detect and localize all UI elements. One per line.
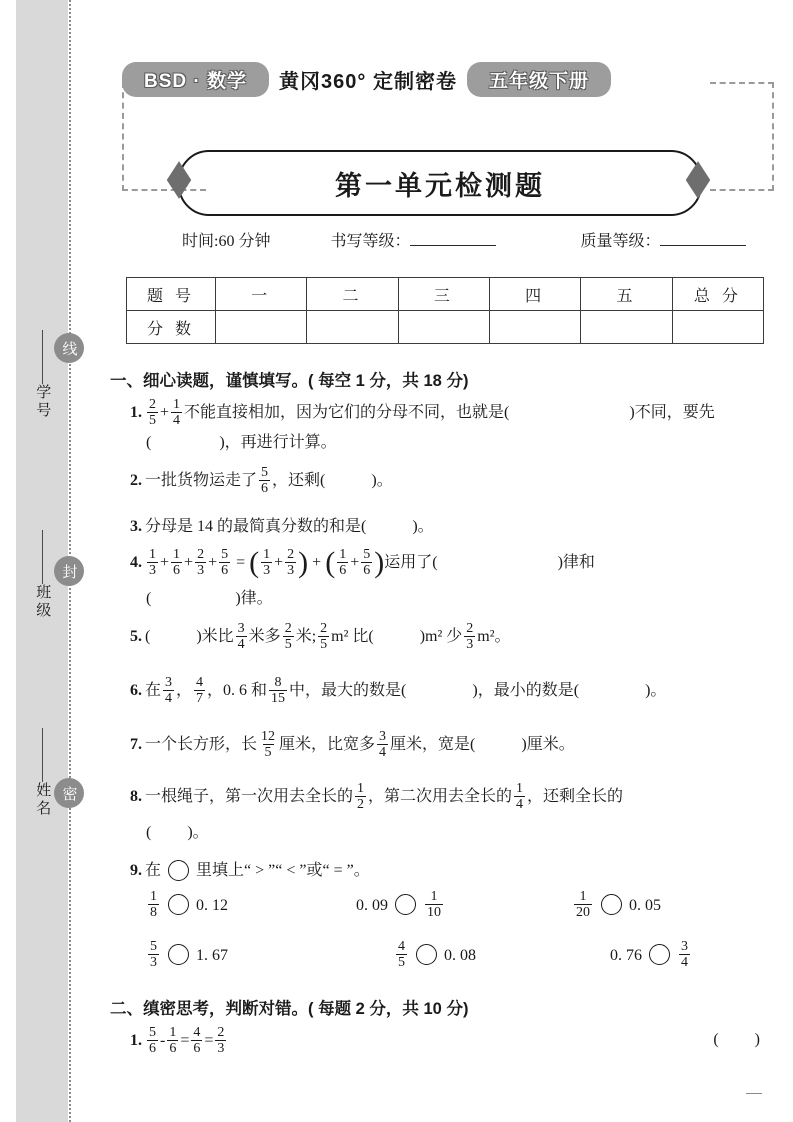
question-1-5-text-c: 米多 — [248, 628, 281, 646]
question-1-9-prompt-a: 在 — [145, 862, 162, 879]
seal-badge-xian: 线 — [54, 333, 84, 363]
fraction-1-4: $\frac{1}{4}$ — [173, 397, 181, 428]
compare-circle-1[interactable] — [168, 894, 189, 915]
fraction-1-3-b: $\frac{1}{3}$ — [263, 547, 271, 578]
compare-value-6: 0. 76 — [610, 946, 642, 964]
question-1-7-text-c: 厘米，宽是( — [390, 736, 476, 754]
question-1-7-text-b: 厘米，比宽多 — [279, 736, 376, 754]
writing-grade-label: 书写等级： — [330, 233, 411, 250]
section-heading-1: 一、细心读题，谨慎填写。( 每空 1 分，共 18 分) — [110, 372, 469, 390]
question-1-5-number: 5. — [130, 628, 142, 646]
col-header-total: 总 分 — [672, 278, 763, 311]
fraction-2-3-a: $\frac{2}{3}$ — [197, 547, 205, 578]
table-row-scores — [127, 311, 764, 344]
fraction-4-7-q6: $\frac{4}{7}$ — [196, 675, 204, 706]
question-1-6-text-d: 中，最大的数是( — [289, 682, 407, 700]
fraction-1-6-b: $\frac{1}{6}$ — [339, 547, 347, 578]
question-1-6-text-b: ， — [176, 682, 193, 700]
fraction-1-8: $\frac{1}{8}$ — [150, 889, 157, 920]
question-1-8-number: 8. — [130, 788, 142, 806]
writing-grade-blank[interactable] — [410, 231, 496, 246]
fraction-1-6-a: $\frac{1}{6}$ — [173, 547, 181, 578]
question-1-6 — [130, 676, 666, 707]
fraction-1-4-q8: $\frac{1}{4}$ — [516, 781, 524, 812]
fraction-1-3-a: $\frac{1}{3}$ — [149, 547, 156, 578]
fraction-1-20: $\frac{1}{20}$ — [576, 889, 590, 920]
question-1-4-text-a: 运用了( — [384, 554, 438, 572]
fraction-3-4-cmp: $\frac{3}{4}$ — [681, 939, 688, 970]
question-1-1-text-b: )不同，要先 — [629, 404, 715, 422]
op-plus-d: + — [274, 554, 284, 572]
page-title: 第一单元检测题 — [335, 170, 545, 201]
question-1-5-text-a: ( — [145, 628, 151, 646]
question-1-4-text-b: )律和 — [557, 554, 595, 572]
score-cell-3[interactable] — [398, 311, 489, 344]
question-1-5 — [130, 622, 511, 653]
compare-circle-4[interactable] — [168, 944, 189, 965]
quality-grade-field[interactable] — [580, 228, 746, 251]
op-equals-a: = — [236, 554, 246, 572]
fraction-5-6: $\frac{5}{6}$ — [261, 465, 269, 496]
seal-badge-mi: 密 — [54, 778, 84, 808]
question-1-4-number: 4. — [130, 554, 142, 572]
question-1-6-text-a: 在 — [145, 682, 162, 700]
row-label-score: 分 数 — [127, 311, 216, 344]
compare-pair-6 — [610, 940, 692, 971]
question-1-4-line2[interactable]: ( )律。 — [146, 590, 273, 607]
worksheet-header — [122, 62, 611, 97]
fraction-5-6-s2: $\frac{5}{6}$ — [149, 1025, 156, 1056]
score-cell-2[interactable] — [307, 311, 398, 344]
row-label-question: 题 号 — [127, 278, 216, 311]
question-1-8 — [130, 782, 623, 813]
fraction-1-2-q8: $\frac{1}{2}$ — [357, 781, 365, 812]
compare-value-2: 0. 09 — [356, 896, 388, 914]
sidebar-label-xingming — [26, 728, 58, 818]
question-1-2-text-c: )。 — [371, 472, 393, 490]
score-cell-total[interactable] — [672, 311, 763, 344]
question-1-6-text-e: )，最小的数是( — [472, 682, 580, 700]
fraction-4-6-s2: $\frac{4}{6}$ — [193, 1025, 201, 1056]
paren-open-2: ( — [325, 545, 336, 579]
op-equals-s2-a: = — [180, 1032, 190, 1050]
question-1-2-number: 2. — [130, 472, 142, 490]
question-1-8-line2[interactable]: ( )。 — [146, 824, 209, 841]
paren-close-1: ) — [298, 545, 309, 579]
question-1-5-text-d: 米; — [295, 628, 317, 646]
compare-value-1: 0. 12 — [196, 896, 228, 914]
question-1-6-text-c: ，0. 6 和 — [207, 682, 268, 700]
fraction-8-15-q6: $\frac{8}{15}$ — [271, 675, 286, 706]
sidebar-label-banji-text: 班级 — [34, 584, 51, 620]
paren-open-1: ( — [249, 545, 260, 579]
question-1-5-text-b: )米比 — [196, 628, 234, 646]
question-1-7-text-a: 一个长方形，长 — [145, 736, 258, 754]
question-1-3-number: 3. — [130, 518, 142, 535]
fraction-1-6-s2: $\frac{1}{6}$ — [169, 1025, 177, 1056]
compare-pair-4 — [146, 940, 356, 971]
fraction-4-5: $\frac{4}{5}$ — [398, 939, 405, 970]
op-plus-a: + — [160, 554, 170, 572]
sidebar-label-xuehao — [26, 330, 58, 420]
col-header-5: 五 — [581, 278, 672, 311]
score-table — [126, 277, 764, 344]
op-equals-s2-b: = — [204, 1032, 214, 1050]
answer-paren-2-1[interactable]: ( ) — [713, 1031, 760, 1048]
score-cell-1[interactable] — [216, 311, 307, 344]
question-1-4 — [130, 545, 595, 579]
score-cell-5[interactable] — [581, 311, 672, 344]
op-minus-s2: - — [160, 1032, 166, 1050]
fraction-2-5-q5-b: $\frac{2}{5}$ — [320, 621, 328, 652]
fraction-2-3-q5: $\frac{2}{3}$ — [466, 621, 474, 652]
sidebar-label-xingming-text: 姓名 — [34, 782, 51, 818]
question-1-2 — [130, 466, 393, 497]
compare-value-5: 0. 08 — [444, 946, 476, 964]
col-header-2: 二 — [307, 278, 398, 311]
question-1-9 — [130, 856, 370, 886]
op-plus-1: + — [160, 404, 170, 422]
compare-circle-3[interactable] — [601, 894, 622, 915]
exam-meta-row — [182, 228, 742, 251]
quality-grade-label: 质量等级： — [580, 233, 661, 250]
compare-circle-5[interactable] — [416, 944, 437, 965]
compare-value-3: 0. 05 — [629, 896, 661, 914]
question-1-3-text-end: )。 — [412, 518, 434, 535]
fraction-1-10: $\frac{1}{10}$ — [427, 889, 441, 920]
col-header-4: 四 — [489, 278, 580, 311]
question-1-6-number: 6. — [130, 682, 142, 700]
compare-circle-2[interactable] — [395, 894, 416, 915]
compare-pair-3 — [572, 890, 661, 921]
question-1-7-number: 7. — [130, 736, 142, 754]
fraction-5-6-a: $\frac{5}{6}$ — [221, 547, 229, 578]
quality-grade-blank[interactable] — [660, 231, 746, 246]
col-header-3: 三 — [398, 278, 489, 311]
question-2-1 — [130, 1026, 228, 1057]
question-1-7 — [130, 730, 575, 761]
compare-row-2 — [146, 940, 692, 971]
compare-pair-5 — [356, 940, 610, 971]
compare-value-4: 1. 67 — [196, 946, 228, 964]
op-plus-b: + — [184, 554, 194, 572]
question-1-1-text-a: 不能直接相加，因为它们的分母不同，也就是( — [184, 404, 510, 422]
op-plus-e: + — [312, 554, 322, 572]
question-1-3 — [130, 512, 434, 542]
question-1-1 — [130, 398, 715, 429]
col-header-1: 一 — [216, 278, 307, 311]
question-1-1-line2[interactable]: ( )，再进行计算。 — [146, 434, 337, 451]
fraction-3-4-q7: $\frac{3}{4}$ — [379, 729, 387, 760]
compare-row-1 — [146, 890, 661, 921]
fraction-2-3-b: $\frac{2}{3}$ — [287, 547, 295, 578]
question-1-2-text-a: 一批货物运走了 — [145, 472, 258, 490]
fraction-2-3-s2: $\frac{2}{3}$ — [217, 1025, 225, 1056]
worksheet-sheet — [100, 0, 776, 1122]
sidebar-label-banji — [26, 530, 58, 620]
fraction-3-4-q5: $\frac{3}{4}$ — [237, 621, 245, 652]
sidebar-label-xuehao-text: 学号 — [34, 384, 51, 420]
fraction-5-6-b: $\frac{5}{6}$ — [363, 547, 371, 578]
compare-circle-6[interactable] — [649, 944, 670, 965]
table-row-question-numbers — [127, 278, 764, 311]
fraction-3-4-q6: $\frac{3}{4}$ — [165, 675, 173, 706]
decorative-bracket-right — [710, 82, 774, 191]
fraction-12-5-q7: $\frac{12}{5}$ — [261, 729, 276, 760]
question-1-9-prompt-b: 里填上“ > ”“ < ”或“ = ”。 — [196, 862, 370, 879]
question-1-5-text-f: )m² 少 — [419, 628, 463, 646]
fraction-2-5: $\frac{2}{5}$ — [149, 397, 156, 428]
question-1-1-number: 1. — [130, 404, 142, 422]
op-plus-f: + — [350, 554, 360, 572]
score-cell-4[interactable] — [489, 311, 580, 344]
exam-duration: 时间:60 分钟 — [182, 233, 271, 250]
fraction-5-3: $\frac{5}{3}$ — [150, 939, 157, 970]
question-1-8-text-c: ，还剩全长的 — [527, 788, 624, 806]
question-1-5-text-g: m²。 — [477, 628, 511, 646]
compare-circle-prompt-icon — [168, 860, 189, 881]
compare-pair-1 — [146, 890, 356, 921]
writing-grade-field[interactable] — [330, 228, 496, 251]
question-1-9-number: 9. — [130, 862, 142, 879]
question-1-2-text-b: ，还剩( — [272, 472, 326, 490]
subject-badge: BSD · 数学 — [122, 62, 269, 97]
question-1-6-text-f: )。 — [645, 682, 667, 700]
fraction-2-5-q5: $\frac{2}{5}$ — [284, 621, 292, 652]
section-heading-2: 二、缜密思考，判断对错。( 每题 2 分，共 10 分) — [110, 1000, 469, 1018]
question-1-8-text-a: 一根绳子，第一次用去全长的 — [145, 788, 354, 806]
compare-pair-2 — [356, 890, 572, 921]
seal-badge-feng: 封 — [54, 556, 84, 586]
question-1-3-text: 分母是 14 的最简真分数的和是( — [145, 518, 367, 535]
question-1-5-text-e: m² 比( — [331, 628, 374, 646]
series-title: 黄冈360° 定制密卷 — [279, 71, 457, 93]
paren-close-2: ) — [374, 545, 385, 579]
question-2-1-number: 1. — [130, 1032, 142, 1050]
op-plus-c: + — [208, 554, 218, 572]
question-1-7-text-d: )厘米。 — [521, 736, 575, 754]
question-1-8-text-b: ，第二次用去全长的 — [368, 788, 513, 806]
title-banner — [178, 150, 702, 216]
grade-badge: 五年级下册 — [467, 62, 611, 97]
page-bottom-mark — [746, 1093, 762, 1094]
